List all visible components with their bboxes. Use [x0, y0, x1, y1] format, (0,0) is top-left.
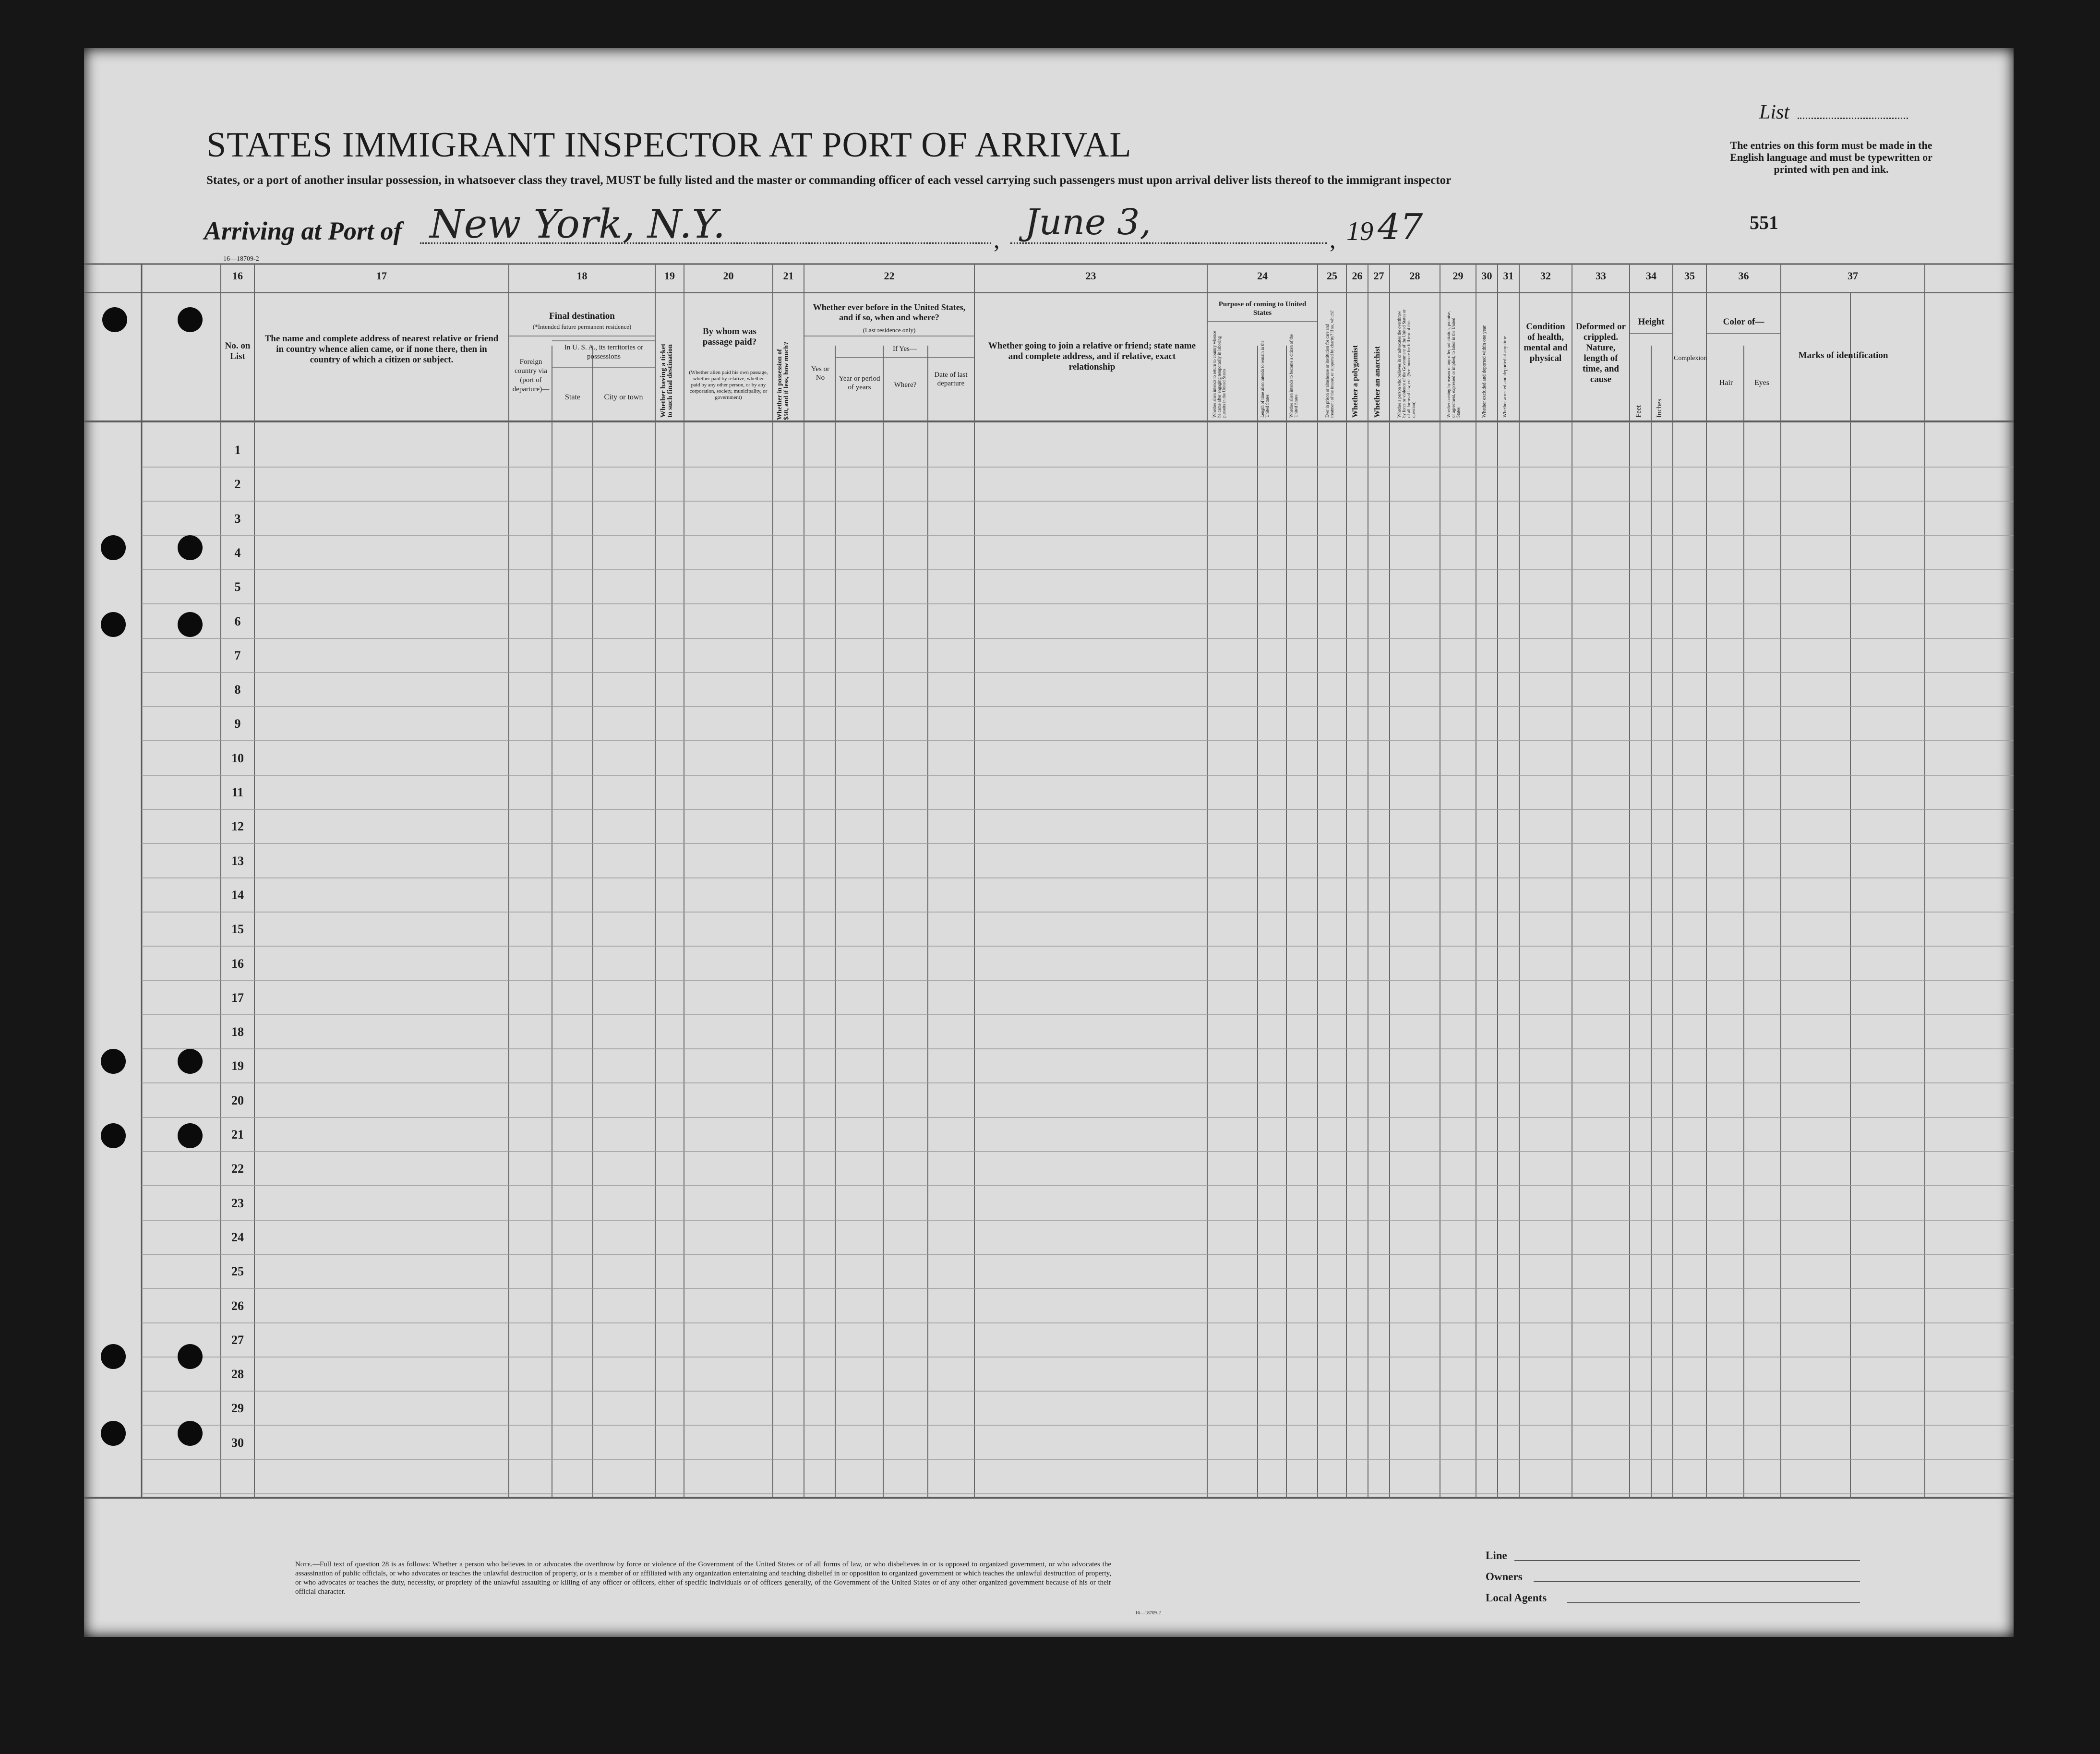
hdr-foreign-country: Foreign country via (port of departure)—	[512, 358, 550, 393]
hdr-possession-50: Whether in possession of $50, and if less, how much?	[776, 342, 790, 420]
date-handwritten: June 3,	[1025, 202, 1151, 243]
row-number: 5	[234, 580, 241, 594]
col-num-26: 26	[1352, 270, 1363, 282]
hdr-purpose-length: Length of time alien intends to remain in the United States	[1260, 340, 1270, 418]
year-handwritten: 47	[1378, 206, 1423, 248]
binding-hole	[178, 1049, 203, 1074]
hdr-hair: Hair	[1719, 379, 1733, 387]
hdr-deformed: Deformed or crippled. Nature, length of time, and cause	[1576, 322, 1626, 384]
footnote	[295, 1560, 1111, 1597]
row-number: 14	[231, 888, 244, 902]
row-number: 25	[231, 1264, 244, 1278]
binding-hole	[178, 612, 203, 637]
hdr-if-yes: If Yes—	[892, 345, 917, 353]
row-number: 19	[231, 1059, 244, 1073]
form-code: 16—18709-2	[223, 255, 259, 263]
row-number: 21	[231, 1128, 244, 1141]
row-number: 9	[234, 717, 241, 731]
hdr-condition-health: Condition of health, mental and physical	[1524, 322, 1568, 363]
col-num-17: 17	[376, 270, 387, 282]
owners-field	[1534, 1581, 1860, 1582]
hdr-where: Where?	[894, 381, 917, 389]
row-number: 7	[234, 649, 241, 662]
hdr-feet: Feet	[1635, 405, 1643, 418]
hdr-ever-before: Whether ever before in the United States, and if so, when and where?	[813, 302, 966, 322]
row-number: 6	[234, 614, 241, 628]
hdr-eyes: Eyes	[1754, 379, 1770, 387]
hdr-ticket: Whether having a ticket to such final destination	[660, 343, 674, 418]
hdr-by-whom-note: (Whether alien paid his own passage, whether paid by relative, whether paid by any other person, or by any corporation, society, municipality, or government)	[689, 370, 768, 400]
hdr-going-to-join: Whether going to join a relative or friend; state name and complete address, and if relative, exact relationship	[988, 341, 1196, 372]
col-num-22: 22	[884, 270, 895, 282]
hdr-year-period: Year or period of years	[839, 375, 880, 391]
line-field	[1514, 1560, 1860, 1561]
col-num-28: 28	[1409, 270, 1420, 282]
row-number: 17	[231, 991, 244, 1005]
row-number: 1	[234, 443, 241, 457]
hdr-final-destination: Final destination	[549, 311, 615, 321]
row-number: 13	[231, 854, 244, 868]
row-number: 27	[231, 1333, 244, 1347]
comma-2: ,	[1330, 226, 1336, 253]
hdr-nearest-relative: The name and complete address of nearest relative or friend in country whence alien came, or if none there, then in country of which a citizen or subject.	[264, 334, 499, 365]
col-num-24: 24	[1257, 270, 1268, 282]
col-num-33: 33	[1596, 270, 1606, 282]
list-label-text: List	[1759, 101, 1790, 123]
hdr-arrested: Whether arrested and deported at any time	[1502, 336, 1508, 418]
row-number: 11	[231, 785, 244, 799]
hdr-purpose: Purpose of coming to United States	[1218, 300, 1307, 317]
hdr-prison: Ever in prison or almshouse or institution for care and treatment of the insane, or supported by charity? If so, which?	[1325, 310, 1334, 418]
binding-hole	[178, 307, 203, 332]
binding-hole	[102, 307, 127, 332]
hdr-height: Height	[1638, 317, 1665, 327]
row-number: 16	[231, 957, 244, 971]
row-number: 18	[231, 1025, 244, 1039]
hdr-polygamist: Whether a polygamist	[1351, 345, 1359, 418]
arriving-label: Arriving at Port of	[204, 216, 402, 245]
manifest-grid	[84, 48, 2014, 1637]
col-num-31: 31	[1503, 270, 1514, 282]
year-printed: 19	[1346, 216, 1373, 246]
hdr-marks-identification: Marks of identification	[1798, 350, 1888, 360]
hdr-q28: Whether a person who believes in or advocates the overthrow by force or violence of the Government of the United States or of all forms of law, etc. (See footnote for full text of this question)	[1397, 309, 1416, 418]
row-number: 12	[231, 819, 244, 833]
hdr-offer-labor: Whether coming by reason of any offer, solicitation, promise, or agreement, expressed or implied, to labor in the United States	[1446, 311, 1461, 418]
manifest-page	[84, 48, 2014, 1637]
col-num-27: 27	[1373, 270, 1384, 282]
agents-label: Local Agents	[1486, 1592, 1547, 1604]
col-num-29: 29	[1452, 270, 1464, 282]
form-subtitle: States, or a port of another insular possession, in whatsoever class they travel, MUST be fully listed and the master or commanding officer of each vessel carrying such passengers must upon arrival deliver lists thereof to the immigrant inspector	[206, 174, 1452, 187]
list-number: 551	[1750, 212, 1778, 233]
row-number: 10	[231, 751, 244, 765]
row-number: 24	[231, 1230, 244, 1244]
col-num-16: 16	[232, 270, 243, 282]
hdr-color-of: Color of—	[1723, 317, 1764, 327]
row-number: 8	[234, 683, 241, 697]
hdr-excluded: Whether excluded and deported within one year	[1482, 325, 1487, 418]
row-number: 26	[231, 1299, 244, 1313]
hdr-in-usa: In U. S. A., its territories or possessions	[564, 344, 644, 360]
binding-hole	[101, 535, 126, 560]
instructions: The entries on this form must be made in the English language and must be typewritten or printed with pen and ink.	[1730, 139, 1932, 175]
form-title: STATES IMMIGRANT INSPECTOR AT PORT OF ARRIVAL	[206, 125, 1132, 165]
col-num-21: 21	[783, 270, 794, 282]
binding-hole	[178, 1421, 203, 1446]
owners-label: Owners	[1486, 1571, 1523, 1583]
hdr-inches: Inches	[1656, 398, 1663, 418]
col-num-18: 18	[576, 270, 588, 282]
row-number: 20	[231, 1093, 244, 1107]
line-label: Line	[1486, 1550, 1507, 1562]
col-num-25: 25	[1327, 270, 1337, 282]
hdr-no-on-list: No. on List	[225, 341, 251, 361]
hdr-anarchist: Whether an anarchist	[1373, 346, 1381, 418]
footnote-label: Note.	[295, 1561, 312, 1568]
binding-hole	[178, 535, 203, 560]
binding-hole	[178, 1344, 203, 1369]
col-num-19: 19	[664, 270, 675, 282]
hdr-yes-no: Yes or No	[811, 365, 830, 382]
binding-hole	[178, 1123, 203, 1148]
row-number: 15	[231, 922, 244, 936]
col-num-32: 32	[1540, 270, 1551, 282]
col-num-37: 37	[1848, 270, 1858, 282]
row-number: 28	[231, 1367, 244, 1381]
hdr-date-last-departure: Date of last departure	[934, 371, 968, 387]
binding-hole	[101, 1344, 126, 1369]
binding-hole	[101, 1123, 126, 1148]
hdr-final-destination-note: (*Intended future permanent residence)	[532, 323, 632, 330]
col-num-36: 36	[1738, 270, 1749, 282]
hdr-by-whom-paid: By whom was passage paid?	[702, 326, 757, 347]
row-number: 3	[234, 512, 241, 526]
hdr-purpose-citizen: Whether alien intends to become a citizen of the United States	[1289, 334, 1298, 418]
hdr-ever-before-note: (Last residence only)	[863, 326, 916, 334]
binding-hole	[101, 1049, 126, 1074]
comma-1: ,	[994, 226, 1000, 253]
footer-code: 16—18709-2	[1135, 1610, 1161, 1616]
row-number: 23	[231, 1196, 244, 1210]
row-number: 30	[231, 1436, 244, 1450]
col-num-30: 30	[1481, 270, 1492, 282]
col-num-35: 35	[1684, 270, 1695, 282]
row-number: 29	[231, 1401, 244, 1415]
row-number: 22	[231, 1162, 244, 1176]
agents-field	[1567, 1602, 1860, 1603]
hdr-complexion: Complexion	[1674, 355, 1707, 362]
col-num-20: 20	[723, 270, 734, 282]
footnote-text: —Full text of question 28 is as follows: Whether a person who believes in or advocates the overthrow by force or violence of the Government of the United States or of all forms of law, or who disbelieves in or is opposed to organized government, or who advocates the assassination of public officials, or who advocates or teaches the unlawful destruction of property, or is a member of or affiliated with any organization entertaining and teaching disbelief in or opposition to organized government or which teaches the unlawful destruction of property, or who advocates or teaches the duty, necessity, or propriety of the unlawful assaulting or killing of any officer or officers, either of specific individuals or of officers generally, of the Government of the United States or of any other organized government because of his or their official character.	[295, 1561, 1111, 1596]
col-num-23: 23	[1085, 270, 1096, 282]
binding-hole	[101, 1421, 126, 1446]
hdr-city: City or town	[604, 393, 643, 401]
hdr-state: State	[565, 393, 580, 401]
port-handwritten: New York, N.Y.	[430, 202, 726, 247]
row-number: 2	[234, 477, 241, 491]
row-number: 4	[234, 546, 241, 560]
col-num-34: 34	[1646, 270, 1656, 282]
binding-hole	[101, 612, 126, 637]
hdr-purpose-return: Whether alien intends to return to country whence he came after engaging temporarily in laboring pursuits in the United States	[1212, 331, 1226, 418]
